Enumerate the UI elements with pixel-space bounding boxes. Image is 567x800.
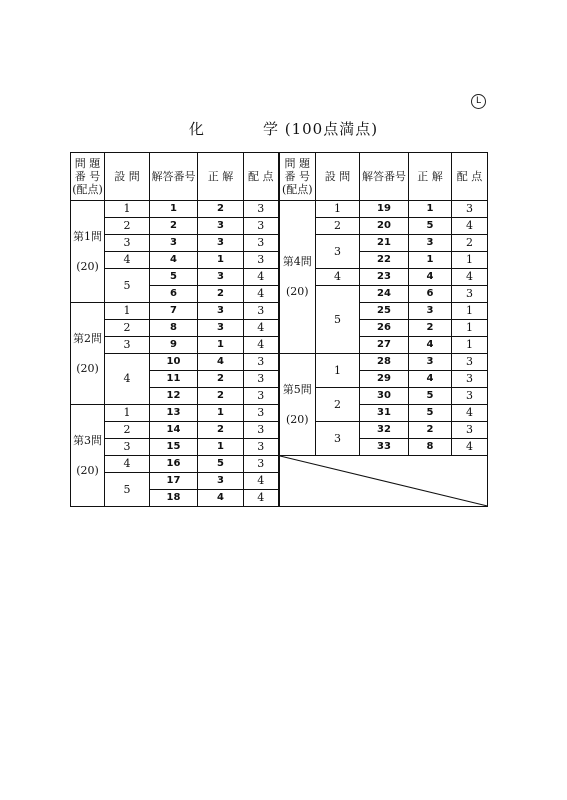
points-cell: 3 bbox=[244, 422, 279, 439]
points-cell: 3 bbox=[244, 439, 279, 456]
setsumon-cell: 3 bbox=[316, 235, 360, 269]
problem-points: (20) bbox=[285, 412, 309, 426]
correct-answer-cell: 5 bbox=[198, 456, 244, 473]
corner-circled-letter-icon: L bbox=[471, 94, 486, 109]
header-setsumon-right: 設 問 bbox=[316, 153, 360, 201]
setsumon-cell: 1 bbox=[316, 354, 360, 388]
points-cell: 4 bbox=[452, 269, 488, 286]
header-problem-left: 問 題 番 号 (配点) bbox=[71, 153, 105, 201]
correct-answer-cell: 1 bbox=[198, 337, 244, 354]
correct-answer-cell: 2 bbox=[198, 201, 244, 218]
answer-number-cell: 33 bbox=[360, 439, 409, 456]
points-cell: 3 bbox=[452, 286, 488, 303]
setsumon-cell: 2 bbox=[105, 218, 150, 235]
answer-number-cell: 20 bbox=[360, 218, 409, 235]
correct-answer-cell: 4 bbox=[409, 269, 452, 286]
answer-number-cell: 21 bbox=[360, 235, 409, 252]
setsumon-cell: 5 bbox=[316, 286, 360, 354]
problem-name: 第5問 bbox=[282, 382, 312, 396]
problem-points: (20) bbox=[285, 285, 309, 298]
setsumon-cell: 1 bbox=[105, 303, 150, 320]
answer-number-cell: 30 bbox=[360, 388, 409, 405]
table-row bbox=[71, 456, 488, 473]
correct-answer-cell: 4 bbox=[198, 354, 244, 371]
answer-number-cell: 29 bbox=[360, 371, 409, 388]
problem-name: 第3問 bbox=[73, 433, 102, 447]
answer-number-cell: 26 bbox=[360, 320, 409, 337]
points-cell: 2 bbox=[452, 235, 488, 252]
correct-answer-cell: 4 bbox=[198, 490, 244, 507]
problem-points: (20) bbox=[76, 361, 99, 375]
setsumon-cell: 4 bbox=[105, 252, 150, 269]
correct-answer-cell: 3 bbox=[198, 473, 244, 490]
correct-answer-cell: 8 bbox=[409, 439, 452, 456]
answer-number-cell: 3 bbox=[150, 235, 198, 252]
correct-answer-cell: 3 bbox=[198, 218, 244, 235]
answer-number-cell: 14 bbox=[150, 422, 198, 439]
answer-number-cell: 6 bbox=[150, 286, 198, 303]
points-cell: 4 bbox=[244, 490, 279, 507]
correct-answer-cell: 3 bbox=[409, 354, 452, 371]
problem-label-cell bbox=[279, 201, 316, 354]
points-cell: 3 bbox=[244, 371, 279, 388]
correct-answer-cell: 3 bbox=[198, 320, 244, 337]
points-cell: 3 bbox=[244, 456, 279, 473]
problem-name: 第1問 bbox=[73, 229, 102, 243]
correct-answer-cell: 1 bbox=[409, 252, 452, 269]
correct-answer-cell: 6 bbox=[409, 286, 452, 303]
header-seikai-left: 正 解 bbox=[198, 153, 244, 201]
answer-number-cell: 32 bbox=[360, 422, 409, 439]
answer-number-cell: 17 bbox=[150, 473, 198, 490]
problem-points: (20) bbox=[76, 259, 99, 273]
correct-answer-cell: 3 bbox=[409, 303, 452, 320]
header-haiten-right: 配 点 bbox=[452, 153, 488, 201]
setsumon-cell: 5 bbox=[105, 269, 150, 303]
header-kaito-bango-right: 解答番号 bbox=[360, 153, 409, 201]
answer-number-cell: 15 bbox=[150, 439, 198, 456]
answer-number-cell: 19 bbox=[360, 201, 409, 218]
table-row bbox=[71, 201, 488, 218]
points-cell: 3 bbox=[244, 405, 279, 422]
answer-number-cell: 8 bbox=[150, 320, 198, 337]
points-cell: 3 bbox=[452, 388, 488, 405]
empty-diagonal-cell bbox=[279, 456, 488, 507]
setsumon-cell: 2 bbox=[316, 388, 360, 422]
correct-answer-cell: 2 bbox=[198, 422, 244, 439]
answer-number-cell: 22 bbox=[360, 252, 409, 269]
points-cell: 3 bbox=[244, 388, 279, 405]
header-setsumon-left: 設 問 bbox=[105, 153, 150, 201]
setsumon-cell: 4 bbox=[105, 456, 150, 473]
setsumon-cell: 3 bbox=[105, 235, 150, 252]
answer-number-cell: 13 bbox=[150, 405, 198, 422]
answer-number-cell: 4 bbox=[150, 252, 198, 269]
correct-answer-cell: 5 bbox=[409, 218, 452, 235]
correct-answer-cell: 5 bbox=[409, 405, 452, 422]
header-seikai-right: 正 解 bbox=[409, 153, 452, 201]
points-cell: 4 bbox=[452, 218, 488, 235]
setsumon-cell: 1 bbox=[105, 201, 150, 218]
points-cell: 1 bbox=[452, 337, 488, 354]
page-title bbox=[0, 118, 567, 139]
answer-number-cell: 10 bbox=[150, 354, 198, 371]
correct-answer-cell: 1 bbox=[409, 201, 452, 218]
answer-number-cell: 11 bbox=[150, 371, 198, 388]
problem-label-cell bbox=[71, 405, 105, 507]
points-cell: 4 bbox=[244, 269, 279, 286]
points-cell: 4 bbox=[244, 320, 279, 337]
setsumon-cell: 2 bbox=[316, 218, 360, 235]
setsumon-cell: 2 bbox=[105, 320, 150, 337]
answer-number-cell: 18 bbox=[150, 490, 198, 507]
points-cell: 3 bbox=[244, 303, 279, 320]
answer-number-cell: 12 bbox=[150, 388, 198, 405]
points-cell: 1 bbox=[452, 320, 488, 337]
correct-answer-cell: 1 bbox=[198, 252, 244, 269]
points-cell: 1 bbox=[452, 303, 488, 320]
header-row bbox=[71, 153, 488, 201]
problem-name: 第2問 bbox=[73, 331, 102, 345]
points-cell: 4 bbox=[452, 405, 488, 422]
title-score-note: (100点満点) bbox=[284, 120, 379, 138]
answer-number-cell: 1 bbox=[150, 201, 198, 218]
answer-number-cell: 25 bbox=[360, 303, 409, 320]
setsumon-cell: 5 bbox=[105, 473, 150, 507]
answer-number-cell: 28 bbox=[360, 354, 409, 371]
points-cell: 3 bbox=[244, 354, 279, 371]
setsumon-cell: 3 bbox=[105, 439, 150, 456]
header-kaito-bango-left: 解答番号 bbox=[150, 153, 198, 201]
correct-answer-cell: 4 bbox=[409, 371, 452, 388]
problem-name: 第4問 bbox=[282, 255, 312, 268]
setsumon-cell: 1 bbox=[105, 405, 150, 422]
points-cell: 3 bbox=[452, 354, 488, 371]
points-cell: 3 bbox=[244, 201, 279, 218]
problem-label-cell bbox=[71, 303, 105, 405]
correct-answer-cell: 2 bbox=[198, 371, 244, 388]
points-cell: 4 bbox=[244, 337, 279, 354]
correct-answer-cell: 2 bbox=[198, 286, 244, 303]
setsumon-cell: 1 bbox=[316, 201, 360, 218]
table-row bbox=[71, 354, 488, 371]
answer-number-cell: 24 bbox=[360, 286, 409, 303]
setsumon-cell: 4 bbox=[105, 354, 150, 405]
header-haiten-left: 配 点 bbox=[244, 153, 279, 201]
answer-number-cell: 27 bbox=[360, 337, 409, 354]
answer-number-cell: 2 bbox=[150, 218, 198, 235]
points-cell: 1 bbox=[452, 252, 488, 269]
answer-number-cell: 23 bbox=[360, 269, 409, 286]
title-subject-char-1: 化 bbox=[188, 120, 205, 138]
correct-answer-cell: 5 bbox=[409, 388, 452, 405]
answer-number-cell: 31 bbox=[360, 405, 409, 422]
problem-label-cell bbox=[279, 354, 316, 456]
correct-answer-cell: 3 bbox=[409, 235, 452, 252]
points-cell: 3 bbox=[244, 235, 279, 252]
points-cell: 3 bbox=[244, 218, 279, 235]
setsumon-cell: 2 bbox=[105, 422, 150, 439]
correct-answer-cell: 3 bbox=[198, 269, 244, 286]
answer-number-cell: 16 bbox=[150, 456, 198, 473]
answer-table bbox=[70, 152, 488, 507]
diagonal-line bbox=[280, 456, 488, 506]
points-cell: 4 bbox=[244, 473, 279, 490]
problem-label-cell bbox=[71, 201, 105, 303]
correct-answer-cell: 4 bbox=[409, 337, 452, 354]
setsumon-cell: 3 bbox=[316, 422, 360, 456]
answer-number-cell: 9 bbox=[150, 337, 198, 354]
title-subject-char-2: 学 bbox=[262, 120, 279, 138]
correct-answer-cell: 1 bbox=[198, 405, 244, 422]
points-cell: 3 bbox=[452, 422, 488, 439]
setsumon-cell: 4 bbox=[316, 269, 360, 286]
answer-number-cell: 7 bbox=[150, 303, 198, 320]
setsumon-cell: 3 bbox=[105, 337, 150, 354]
answer-number-cell: 5 bbox=[150, 269, 198, 286]
points-cell: 4 bbox=[452, 439, 488, 456]
points-cell: 3 bbox=[452, 201, 488, 218]
correct-answer-cell: 3 bbox=[198, 235, 244, 252]
correct-answer-cell: 2 bbox=[198, 388, 244, 405]
correct-answer-cell: 3 bbox=[198, 303, 244, 320]
correct-answer-cell: 2 bbox=[409, 422, 452, 439]
correct-answer-cell: 2 bbox=[409, 320, 452, 337]
header-problem-right: 問 題 番 号 (配点) bbox=[279, 153, 316, 201]
points-cell: 3 bbox=[244, 252, 279, 269]
points-cell: 4 bbox=[244, 286, 279, 303]
problem-points: (20) bbox=[76, 463, 99, 477]
points-cell: 3 bbox=[452, 371, 488, 388]
correct-answer-cell: 1 bbox=[198, 439, 244, 456]
